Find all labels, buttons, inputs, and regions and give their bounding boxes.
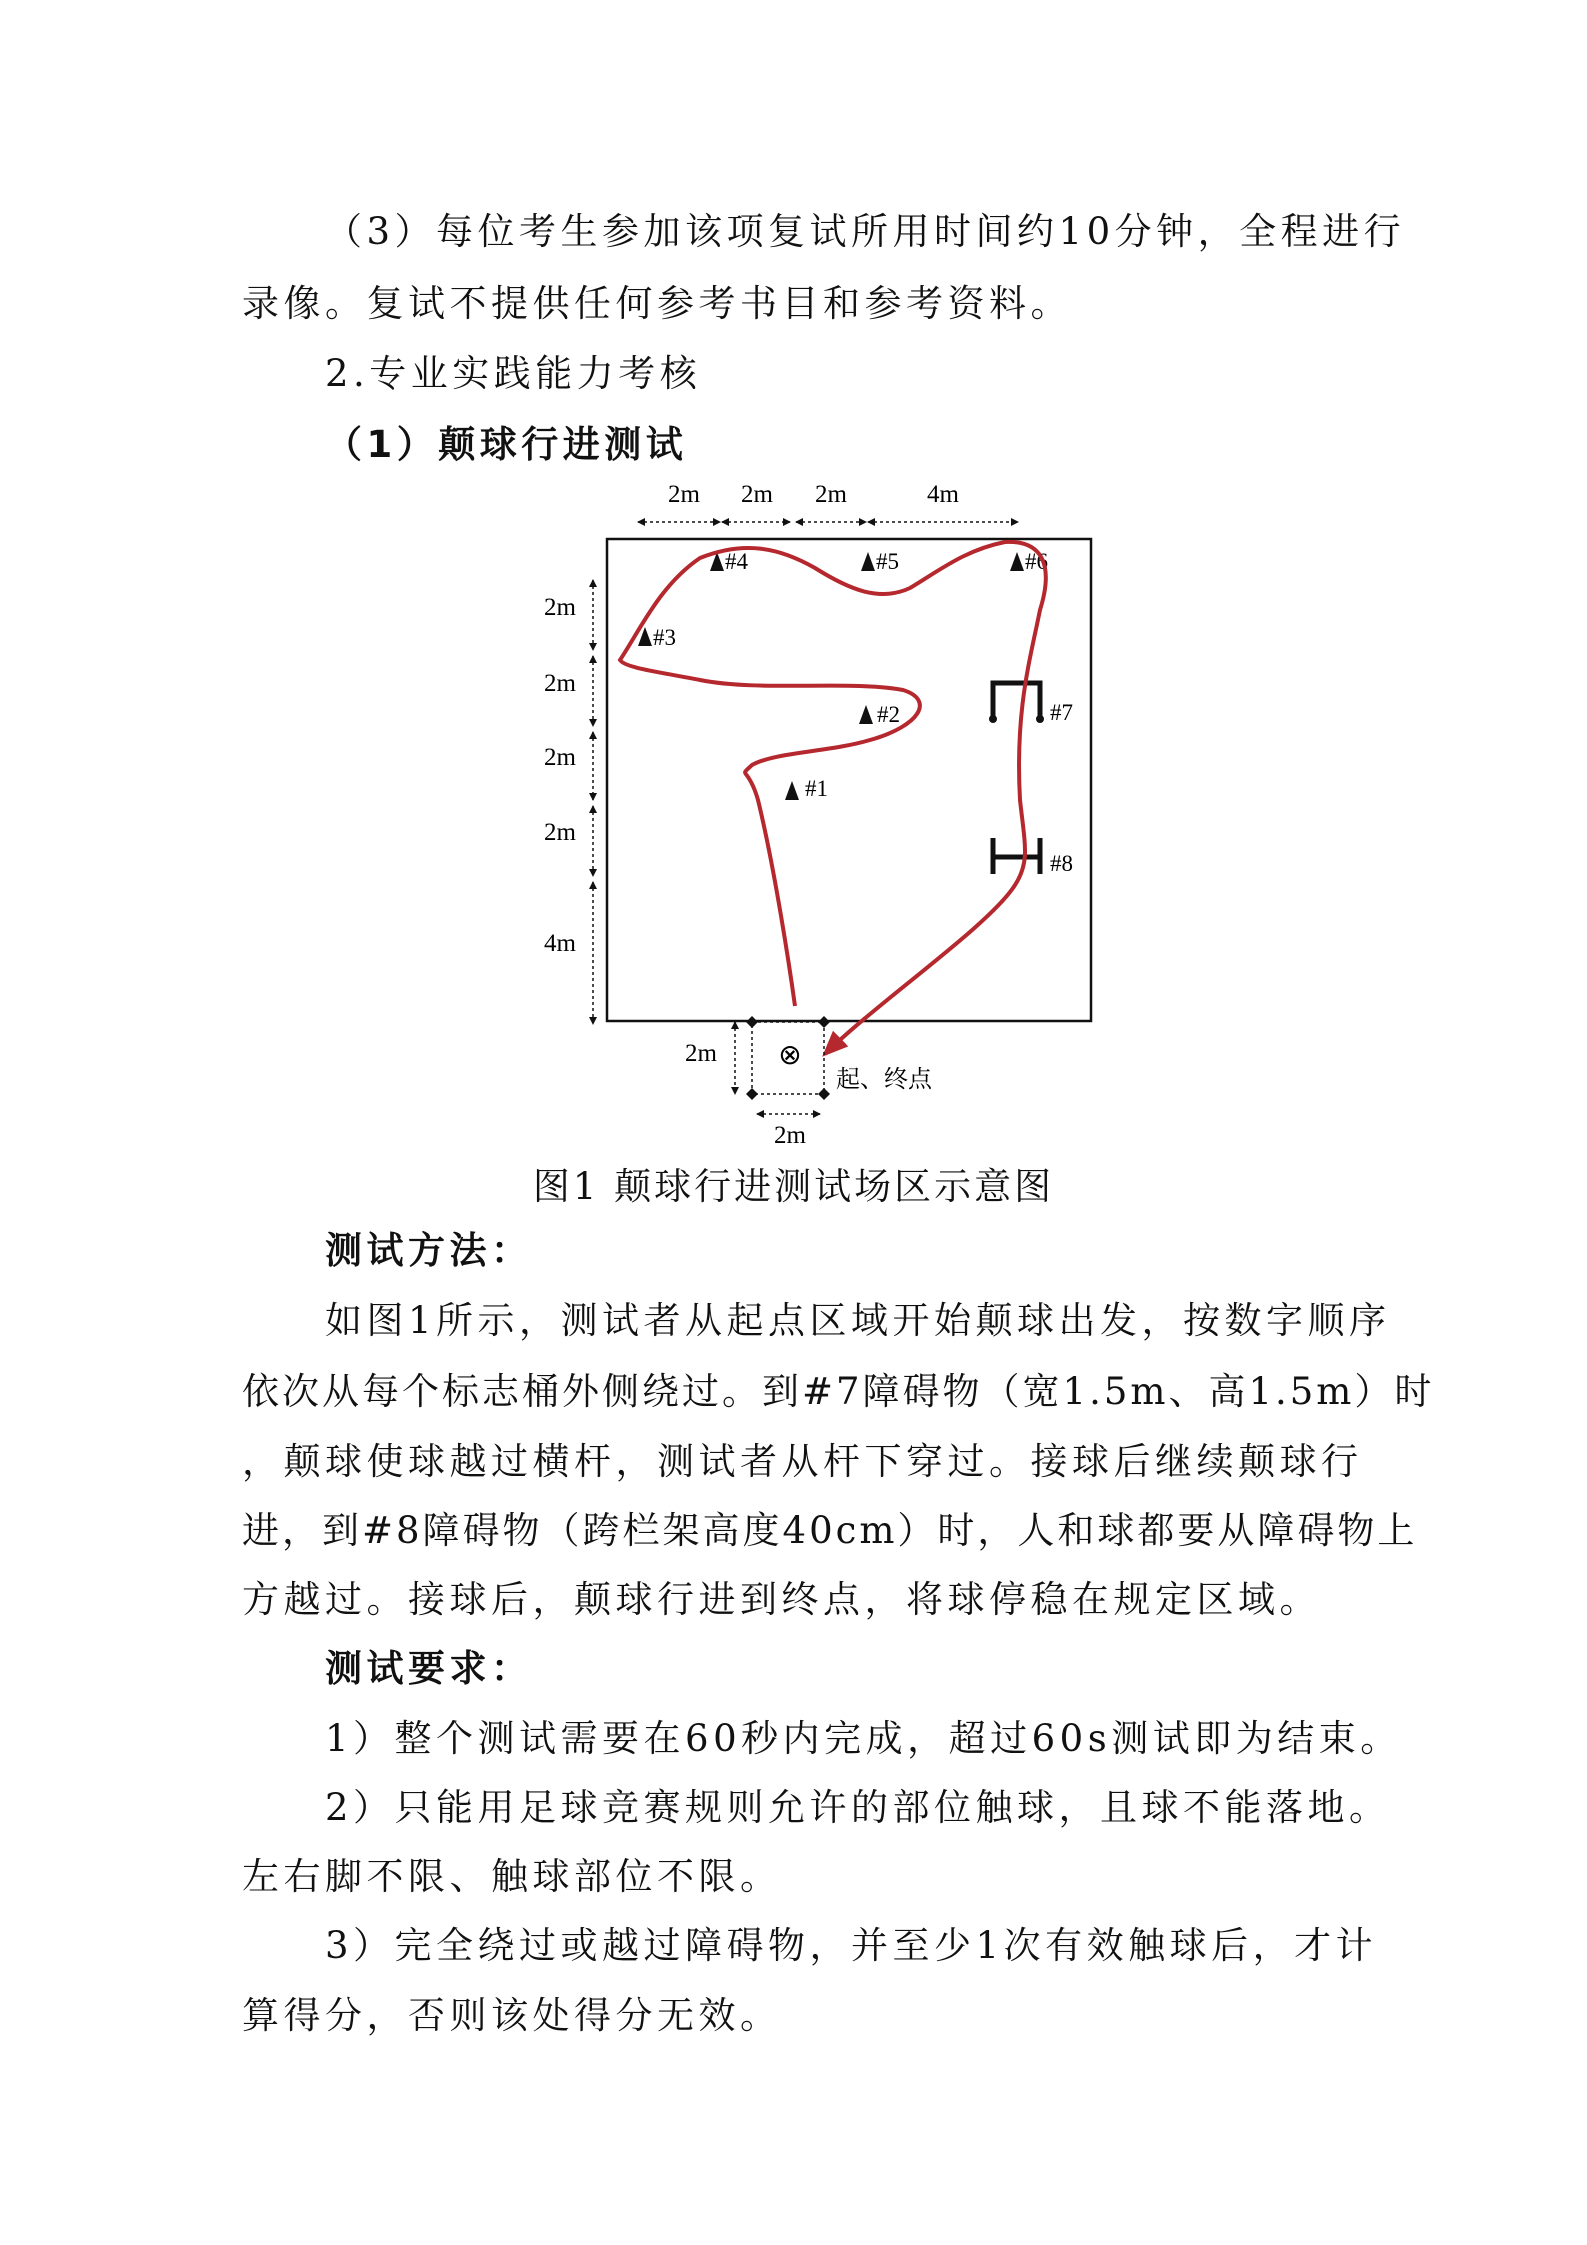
obstacle-8 xyxy=(993,838,1040,874)
marker-label-7: #7 xyxy=(1050,700,1073,725)
dribble-path xyxy=(620,542,1046,1054)
subsection-heading: （1）颠球行进测试 xyxy=(325,423,688,466)
marker-label-5: #5 xyxy=(876,549,899,574)
top-dim-label-4: 4m xyxy=(927,481,959,508)
section-heading: 2.专业实践能力考核 xyxy=(325,352,702,395)
left-dim-label-1: 2m xyxy=(544,594,576,621)
requirement-2-line-2: 左右脚不限、触球部位不限。 xyxy=(242,1855,782,1898)
start-symbol: ⊗ xyxy=(778,1040,802,1071)
top-dim-label-3: 2m xyxy=(815,481,847,508)
marker-label-6: #6 xyxy=(1025,549,1048,574)
marker-label-1: #1 xyxy=(805,776,828,801)
top-dim-label-2: 2m xyxy=(741,481,773,508)
marker-label-3: #3 xyxy=(653,625,676,650)
cone-5 xyxy=(861,552,875,571)
method-line-1: 如图1所示，测试者从起点区域开始颠球出发，按数字顺序 xyxy=(325,1299,1391,1342)
method-line-3: ，颠球使球越过横杆，测试者从杆下穿过。接球后继续颠球行 xyxy=(242,1440,1363,1483)
left-dim-label-4: 2m xyxy=(544,819,576,846)
method-line-4: 进，到#8障碍物（跨栏架高度40cm）时，人和球都要从障碍物上 xyxy=(242,1509,1418,1552)
requirements-heading: 测试要求： xyxy=(325,1647,533,1690)
obstacle-7 xyxy=(989,683,1044,723)
top-dim-label-1: 2m xyxy=(668,481,700,508)
start-dim-label-bottom: 2m xyxy=(774,1122,806,1149)
method-heading: 测试方法： xyxy=(325,1229,533,1272)
marker-label-8: #8 xyxy=(1050,851,1073,876)
requirement-2-line-1: 2）只能用足球竞赛规则允许的部位触球，且球不能落地。 xyxy=(325,1786,1391,1829)
requirement-1: 1）整个测试需要在60秒内完成，超过60s测试即为结束。 xyxy=(325,1717,1402,1760)
method-line-5: 方越过。接球后，颠球行进到终点，将球停稳在规定区域。 xyxy=(242,1578,1321,1621)
requirement-3-line-1: 3）完全绕过或越过障碍物，并至少1次有效触球后，才计 xyxy=(325,1924,1378,1967)
left-dim-label-3: 2m xyxy=(544,744,576,771)
start-finish-label: 起、终点 xyxy=(836,1067,932,1093)
requirement-3-line-2: 算得分，否则该处得分无效。 xyxy=(242,1994,782,2037)
left-dim-label-2: 2m xyxy=(544,670,576,697)
method-line-2: 依次从每个标志桶外侧绕过。到#7障碍物（宽1.5m、高1.5m）时 xyxy=(242,1370,1435,1413)
cones xyxy=(638,552,1024,800)
start-dim-label-left: 2m xyxy=(685,1040,717,1067)
paragraph-3-line-1: （3）每位考生参加该项复试所用时间约10分钟，全程进行 xyxy=(325,210,1406,253)
figure-caption: 图1 颠球行进测试场区示意图 xyxy=(532,1165,1055,1208)
cone-6 xyxy=(1010,552,1024,571)
marker-label-2: #2 xyxy=(877,702,900,727)
paragraph-3-line-2: 录像。复试不提供任何参考书目和参考资料。 xyxy=(242,282,1072,325)
left-dim-label-5: 4m xyxy=(544,930,576,957)
cone-2 xyxy=(859,705,873,724)
marker-label-4: #4 xyxy=(725,549,748,574)
cone-1 xyxy=(785,781,799,800)
